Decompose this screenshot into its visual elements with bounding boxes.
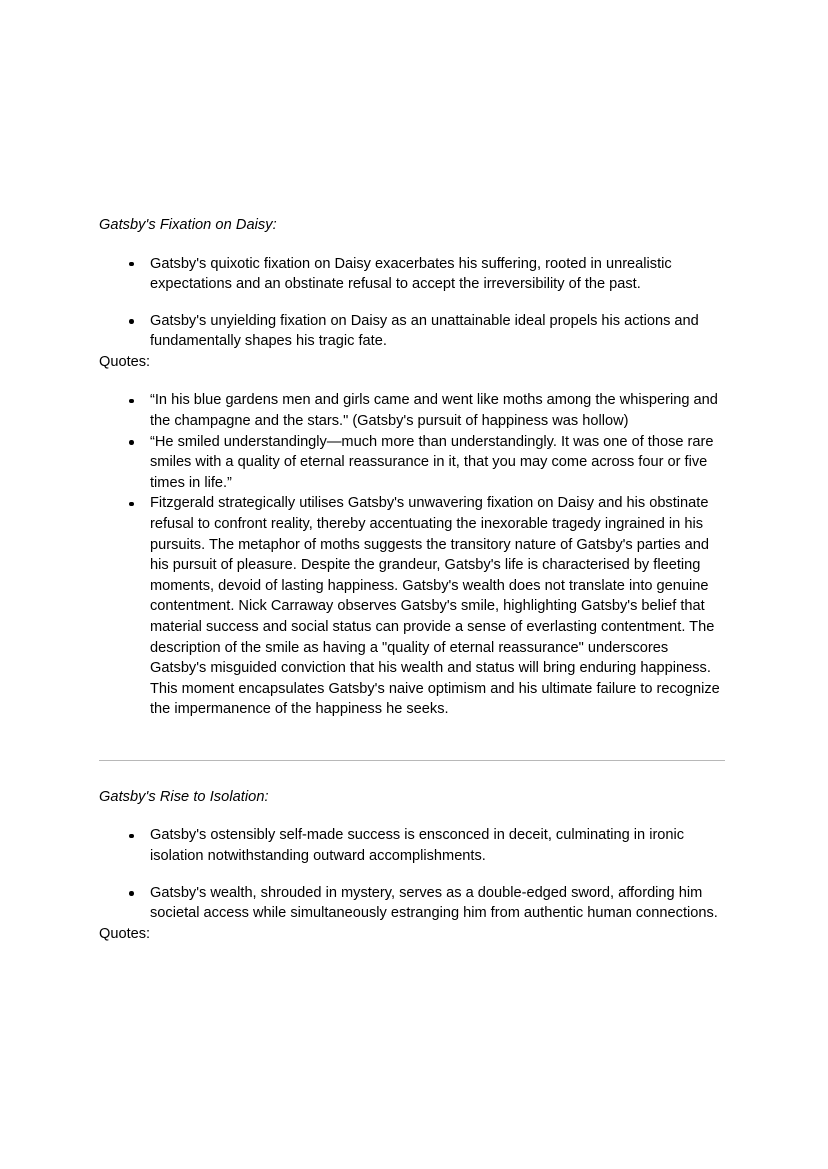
list-item: Fitzgerald strategically utilises Gatsby's unwavering fixation on Daisy and his obstinate refusal to confront reality, thereby accentuating the inexorable tragedy ingrained in his pursuits. The metaphor of moths suggests the transitory nature of Gatsby's parties and his pursuit of pleasure. Despite the grandeur, Gatsby's life is characterised by fleeting moments, devoid of lasting happiness. Gatsby's wealth does not translate into genuine contentment. Nick Carraway observes Gatsby's smile, highlighting Gatsby's belief that material success and social status can provide a sense of everlasting contentment. The description of the smile as having a "quality of eternal reassurance" underscores Gatsby's misguided conviction that his wealth and status will bring enduring happiness. This moment encapsulates Gatsby's naive optimism and his ultimate failure to recognize the impermanence of the happiness he seeks. <box>99 493 725 720</box>
section-gatsbys-rise-to-isolation <box>99 787 725 944</box>
quotes-label: Quotes: <box>99 353 151 370</box>
list-item: Gatsby's wealth, shrouded in mystery, serves as a double-edged sword, affording him societal access while simultaneously estranging him from authentic human connections. <box>99 883 725 924</box>
key-points-list <box>99 254 725 352</box>
list-item: Gatsby's quixotic fixation on Daisy exacerbates his suffering, rooted in unrealistic expectations and an obstinate refusal to accept the irreversibility of the past. <box>99 254 725 295</box>
section-divider <box>99 760 725 761</box>
analysis-list <box>99 493 725 720</box>
list-item: Gatsby's unyielding fixation on Daisy as an unattainable ideal propels his actions and fundamentally shapes his tragic fate. <box>99 311 725 352</box>
section-gatsbys-fixation-on-daisy <box>99 215 725 720</box>
document-body <box>99 215 725 944</box>
list-item: “He smiled understandingly—much more than understandingly. It was one of those rare smiles with a quality of eternal reassurance in it, that you may come across four or five times in life.” <box>99 432 725 494</box>
quotes-list <box>99 390 725 493</box>
section-heading: Gatsby's Rise to Isolation: <box>99 788 269 805</box>
key-points-list <box>99 825 725 923</box>
list-item: Gatsby's ostensibly self-made success is ensconced in deceit, culminating in ironic isolation notwithstanding outward accomplishments. <box>99 825 725 866</box>
list-item: “In his blue gardens men and girls came and went like moths among the whispering and the champagne and the stars." (Gatsby's pursuit of happiness was hollow) <box>99 390 725 431</box>
quotes-label: Quotes: <box>99 925 151 942</box>
section-heading: Gatsby's Fixation on Daisy: <box>99 217 277 233</box>
